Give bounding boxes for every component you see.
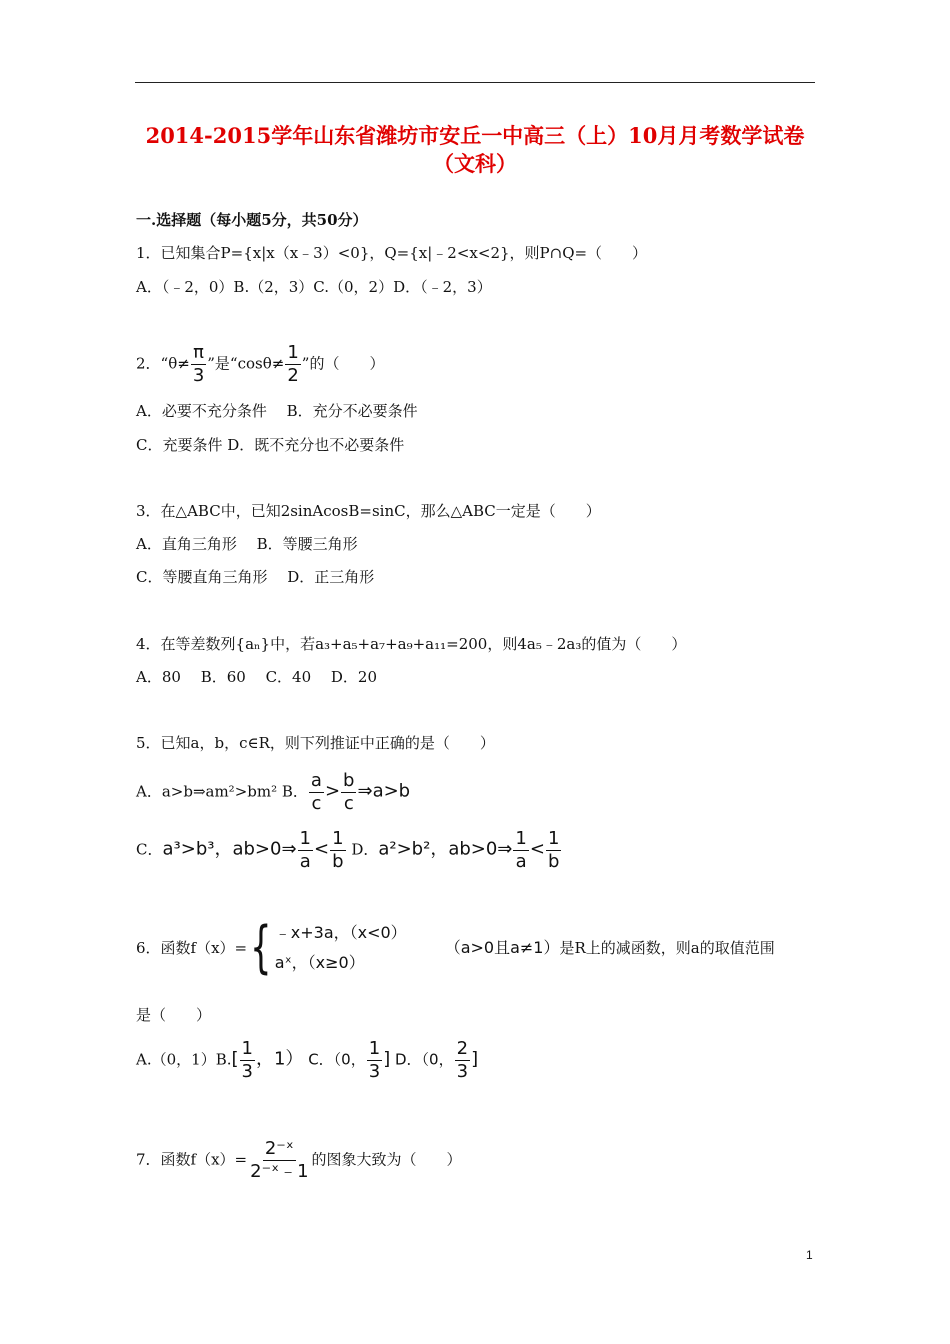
question-1-options: A．（﹣2，0）B.（2，3）C.（0，2）D．（﹣2，3） xyxy=(136,278,492,296)
frac-num: 1 xyxy=(299,828,311,849)
frac-num: 1 xyxy=(287,342,299,363)
bracket: ] xyxy=(383,1048,391,1070)
frac-num: 2⁻ˣ xyxy=(264,1138,294,1159)
frac-num: b xyxy=(343,770,355,791)
q6-pre: 6．函数f（x）= xyxy=(136,939,248,957)
q5-option-d-label: D． xyxy=(351,840,379,859)
gt-sign: > xyxy=(324,780,341,802)
frac-den: a xyxy=(515,851,527,872)
q2-pre: 2．“θ≠ xyxy=(136,354,190,373)
q6-option-d: D．（0， xyxy=(395,1050,454,1069)
frac-num: 1 xyxy=(368,1038,381,1059)
fraction-pi-3 xyxy=(191,344,206,385)
frac-den: 3 xyxy=(456,1061,469,1082)
section-heading: 一.选择题（每小题5分，共50分） xyxy=(136,211,368,229)
implies-text: ⇒a>b xyxy=(357,780,411,802)
fraction-1-b xyxy=(330,830,345,871)
frac-den: 3 xyxy=(192,365,205,386)
lt-sign: < xyxy=(313,838,330,860)
frac-den: 2 xyxy=(287,365,299,386)
frac-den: b xyxy=(547,851,560,872)
exam-subtitle: （文科） xyxy=(433,151,517,176)
fraction-1-a xyxy=(298,830,313,871)
case-2: aˣ，（x≥0） xyxy=(274,953,365,972)
q5-option-b-label: B． xyxy=(281,782,308,801)
q5-option-d-expr: a²>b²，ab>0⇒ xyxy=(378,838,513,860)
question-3-options-ab: A．直角三角形 B．等腰三角形 xyxy=(136,535,358,553)
question-2-options-ab: A．必要不充分条件 B．充分不必要条件 xyxy=(136,402,418,420)
bracket: [ xyxy=(231,1048,239,1070)
question-2-options-cd: C．充要条件 D．既不充分也不必要条件 xyxy=(136,436,405,454)
frac-num: 1 xyxy=(332,828,344,849)
frac-den: 3 xyxy=(241,1061,253,1082)
frac-den: c xyxy=(311,793,322,814)
q5-option-c-expr: a³>b³，ab>0⇒ xyxy=(162,838,297,860)
piecewise-cases xyxy=(275,918,407,978)
lt-sign: < xyxy=(529,838,545,860)
fraction-1-a xyxy=(513,830,528,871)
frac-num: π xyxy=(193,342,204,363)
question-7-stem xyxy=(136,1140,462,1181)
fraction-2-3 xyxy=(455,1040,470,1081)
fraction-1-b xyxy=(546,830,561,871)
case-1: ﹣x+3a，（x<0） xyxy=(274,923,407,942)
fraction-q7 xyxy=(248,1140,310,1181)
frac-num: 1 xyxy=(241,1038,253,1059)
frac-den: 2⁻ˣ﹣1 xyxy=(250,1161,309,1182)
fraction-b-c xyxy=(341,772,356,813)
frac-den: b xyxy=(332,851,344,872)
q2-mid: ”是“cosθ≠ xyxy=(207,354,285,373)
q2-post: ”的（ ） xyxy=(301,354,385,373)
frac-num: 1 xyxy=(547,828,560,849)
q5-option-c-label: C． xyxy=(136,840,163,859)
exam-title: 2014-2015学年山东省潍坊市安丘一中高三（上）10月月考数学试卷 xyxy=(145,123,805,148)
piecewise-function xyxy=(136,915,775,980)
fraction-a-c xyxy=(309,772,324,813)
question-5-stem: 5．已知a，b，c∈R，则下列推证中正确的是（ ） xyxy=(136,734,495,752)
q6-option-a: A.（0，1）B. xyxy=(136,1050,232,1069)
question-6-options xyxy=(136,1040,478,1081)
bracket: ] xyxy=(471,1048,479,1070)
question-5-options-cd xyxy=(136,830,562,871)
frac-num: 1 xyxy=(515,828,527,849)
fraction-1-3 xyxy=(240,1040,255,1081)
brace-icon: { xyxy=(250,915,272,980)
question-3-stem: 3．在△ABC中，已知2sinAcosB=sinC，那么△ABC一定是（ ） xyxy=(136,502,601,520)
fraction-1-2 xyxy=(285,344,300,385)
question-3-options-cd: C．等腰直角三角形 D．正三角形 xyxy=(136,568,375,586)
frac-den: a xyxy=(299,851,311,872)
q7-post: 的图象大致为（ ） xyxy=(311,1150,462,1169)
question-4-options: A．80 B．60 C．40 D．20 xyxy=(136,668,378,686)
question-5-options-ab xyxy=(136,772,410,813)
frac-num: a xyxy=(310,770,322,791)
q7-pre: 7．函数f（x）= xyxy=(136,1150,248,1169)
frac-num: 2 xyxy=(456,1038,469,1059)
question-6-stem xyxy=(136,915,775,980)
question-6-continuation: 是（ ） xyxy=(136,1006,212,1024)
question-4-stem: 4．在等差数列{aₙ}中，若a₃+a₅+a₇+a₉+a₁₁=200，则4a₅﹣2a₃的值为（ ） xyxy=(136,635,687,653)
frac-den: 3 xyxy=(368,1061,381,1082)
q5-option-a: A．a>b⇒am²>bm² xyxy=(136,782,278,801)
page-number: 1 xyxy=(806,1248,813,1262)
frac-den: c xyxy=(343,793,354,814)
header-rule xyxy=(135,82,815,83)
q6-condition: （a>0且a≠1） xyxy=(444,938,560,957)
fraction-1-3 xyxy=(367,1040,382,1081)
q6-post: 是R上的减函数，则a的取值范围 xyxy=(559,939,775,957)
q6-option-b-tail: ，1） xyxy=(255,1048,304,1070)
q6-option-c: C．（0， xyxy=(308,1050,366,1069)
question-2-stem xyxy=(136,344,384,385)
question-1-stem: 1．已知集合P={x|x（x﹣3）<0}，Q={x|﹣2<x<2}，则P∩Q=（ ） xyxy=(136,244,648,262)
